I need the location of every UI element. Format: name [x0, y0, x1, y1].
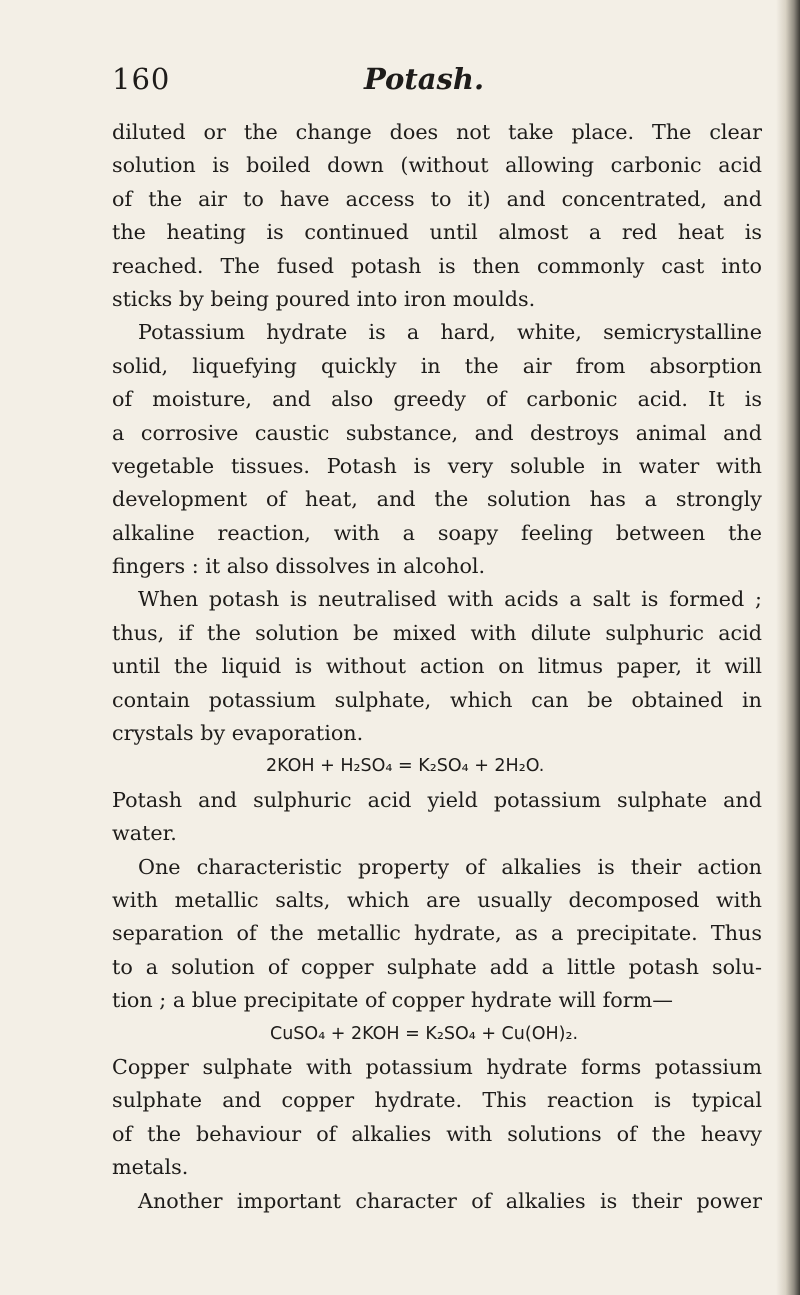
text-line: fingers : it also dissolves in alcohol.: [112, 554, 486, 579]
text-line: tion ; a blue precipitate of copper hydrate will form—: [112, 988, 673, 1013]
text-line: crystals by evaporation.: [112, 721, 364, 746]
text-line: to a solution of copper sulphate add a little potash solu-: [112, 954, 762, 979]
text-line: thus, if the solution be mixed with dilute sulphuric acid: [112, 620, 762, 645]
text-line: of moisture, and also greedy of carbonic acid. It is: [112, 387, 762, 412]
page-header: [112, 62, 762, 102]
text-line: Potash and sulphuric acid yield potassium sulphate and: [112, 787, 762, 812]
text-line: contain potassium sulphate, which can be obtained in: [112, 687, 762, 712]
text-line: the heating is continued until almost a red heat is: [112, 220, 762, 245]
text-line: solid, liquefying quickly in the air from absorption: [112, 353, 762, 378]
chemical-equation: 2KOH + H₂SO₄ = K₂SO₄ + 2H₂O.: [266, 756, 545, 777]
text-line: metals.: [112, 1155, 189, 1180]
text-line: separation of the metallic hydrate, as a precipitate. Thus: [112, 921, 762, 946]
text-line: development of heat, and the solution has a strongly: [112, 487, 762, 512]
text-line: alkaline reaction, with a soapy feeling between the: [112, 520, 762, 545]
text-line: water.: [112, 821, 177, 846]
text-line: sulphate and copper hydrate. This reaction is typical: [112, 1088, 762, 1113]
text-line: reached. The fused potash is then commonly cast into: [112, 253, 762, 278]
text-line: One characteristic property of alkalies is their action: [138, 854, 762, 879]
page-number: 160: [112, 62, 171, 96]
text-line: sticks by being poured into iron moulds.: [112, 286, 536, 311]
text-line: a corrosive caustic substance, and destroys animal and: [112, 420, 762, 445]
page-edge-shadow: [776, 0, 800, 1295]
chemical-equation: CuSO₄ + 2KOH = K₂SO₄ + Cu(OH)₂.: [270, 1023, 579, 1044]
text-line: Another important character of alkalies is their power: [138, 1188, 762, 1213]
text-line: vegetable tissues. Potash is very soluble in water with: [112, 453, 762, 478]
text-line: until the liquid is without action on litmus paper, it will: [112, 654, 762, 679]
text-line: solution is boiled down (without allowing carbonic acid: [112, 153, 762, 178]
running-title: Potash.: [364, 62, 485, 96]
text-line: with metallic salts, which are usually decomposed with: [112, 887, 762, 912]
text-line: When potash is neutralised with acids a salt is formed ;: [138, 587, 762, 612]
text-line: Copper sulphate with potassium hydrate forms potassium: [112, 1054, 762, 1079]
text-line: of the behaviour of alkalies with solutions of the heavy: [112, 1121, 762, 1146]
body-text: [112, 116, 762, 1218]
text-line: of the air to have access to it) and concentrated, and: [112, 186, 762, 211]
text-line: diluted or the change does not take place. The clear: [112, 120, 762, 144]
text-line: Potassium hydrate is a hard, white, semicrystalline: [138, 320, 762, 345]
